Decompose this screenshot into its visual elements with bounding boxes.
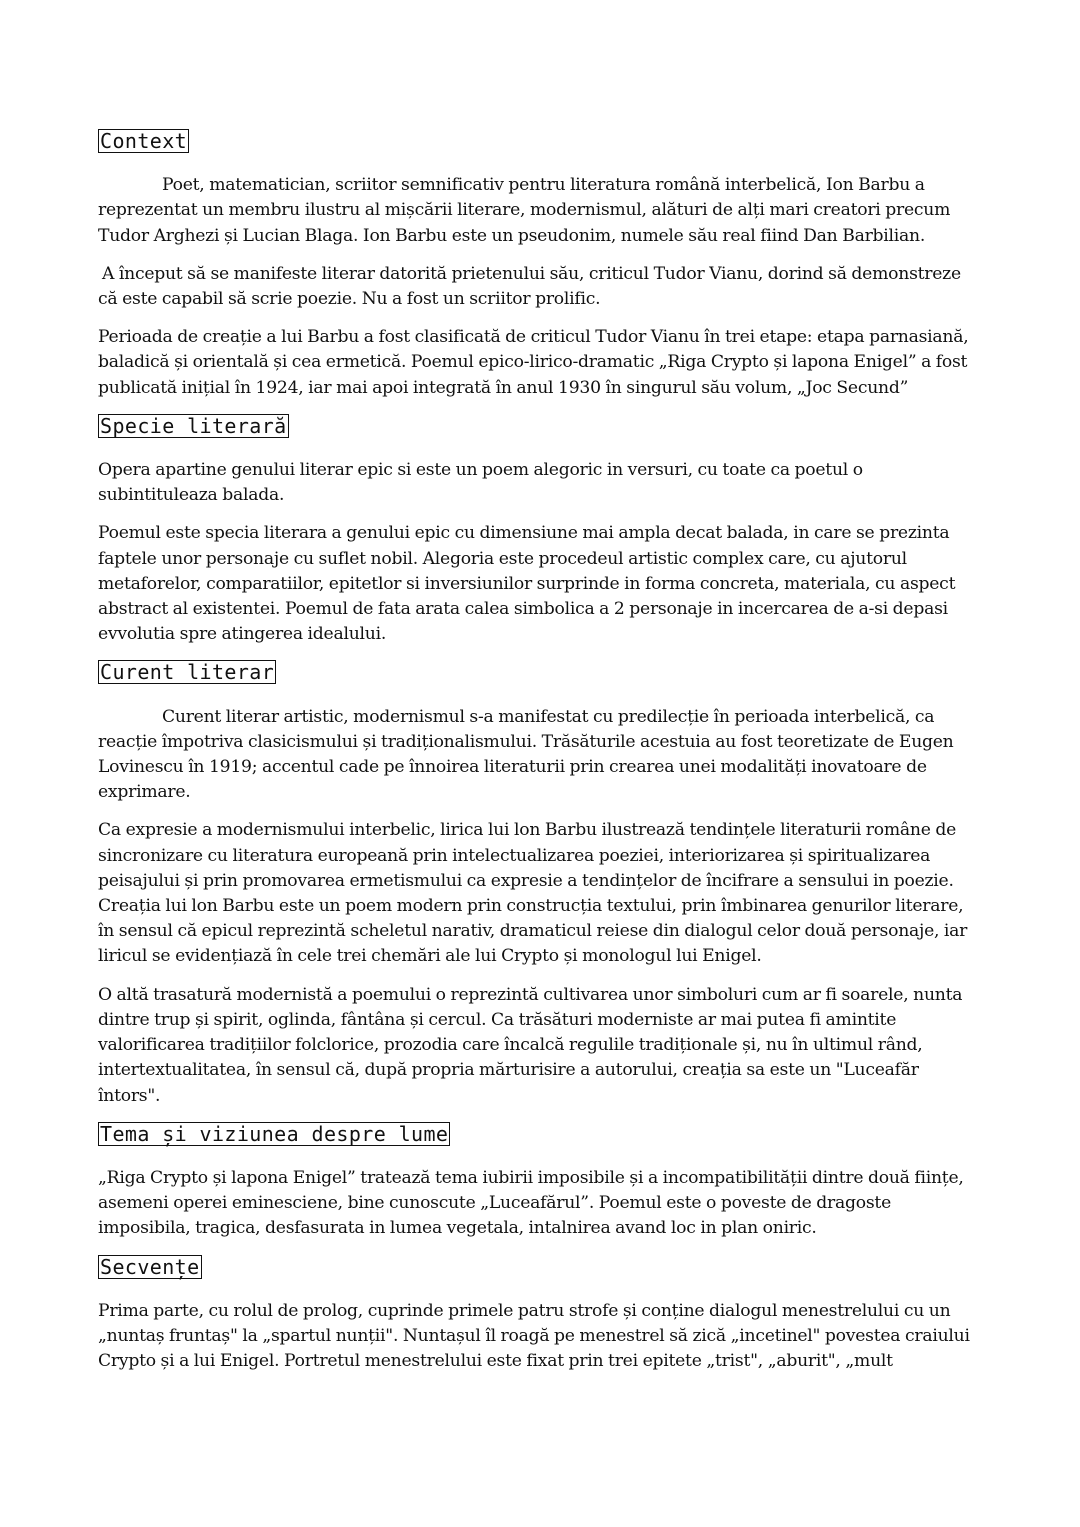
section-heading-curent: Curent literar: [100, 660, 275, 685]
text-line: „Riga Crypto și lapona Enigel” tratează tema iubirii imposibile și a incompatibilității dintre două ființe,: [98, 1167, 964, 1188]
context-paragraph-1-cont: [98, 198, 978, 248]
curent-paragraph-2: [98, 818, 978, 969]
text-line: Lovinescu în 1919; accentul cade pe înnoirea literaturii prin crearea unei modalități inovatoare de: [98, 757, 927, 778]
text-line: evvolutia spre atingerea idealului.: [98, 624, 387, 645]
text-line: Poemul este specia literara a genului epic cu dimensiune mai ampla decat balada, in care se prezinta: [98, 523, 950, 544]
text-line: metaforelor, comparatiilor, epitetlor si inversiunilor surprinde in forma concreta, materiala, cu aspect: [98, 573, 956, 594]
text-line: Ca expresie a modernismului interbelic, lirica lui lon Barbu ilustrează tendințele literaturii române de: [98, 820, 957, 841]
text-line: Poet, matematician, scriitor semnificativ pentru literatura română interbelică, Ion Barbu a: [162, 175, 925, 196]
document-page: [98, 129, 978, 1374]
section-heading-context: Context: [100, 129, 188, 153]
section-heading-tema: Tema și viziunea despre lume: [100, 1121, 449, 1146]
text-line: Opera apartine genului literar epic si este un poem alegoric in versuri, cu toate ca poetul o: [98, 460, 863, 481]
text-line: O altă trasatură modernistă a poemului o reprezintă cultivarea unor simboluri cum ar fi soarele, nunta: [98, 984, 963, 1005]
text-line: valorificarea tradițiilor folclorice, prozodia care încalcă regulile tradiționale și, nu în ultimul rând,: [98, 1035, 923, 1056]
text-line: Crypto și a lui Enigel. Portretul menestrelului este fixat prin trei epitete „trist", „aburit", „mult: [98, 1351, 893, 1372]
text-line: întors".: [98, 1085, 161, 1106]
text-line: abstract al existentei. Poemul de fata arata calea simbolica a 2 personaje in incercarea de a-si depasi: [98, 599, 948, 620]
context-paragraph-1: [98, 173, 978, 198]
section-heading-secvente: Secvențe: [100, 1254, 200, 1279]
text-line: că este capabil să scrie poezie. Nu a fost un scriitor prolific.: [98, 289, 601, 310]
text-line: asemeni operei eminesciene, bine cunoscute „Luceafărul”. Poemul este o poveste de dragoste: [98, 1193, 892, 1214]
text-line: „nuntaș fruntaș" la „spartul nunții". Nuntașul îl roagă pe menestrel să zică „incetinel" povestea craiului: [98, 1325, 970, 1346]
text-line: dintre trup și spirit, oglinda, fântâna și cercul. Ca trăsături moderniste ar mai putea fi amintite: [98, 1009, 897, 1030]
text-line: faptele unor personaje cu suflet nobil. Alegoria este procedeul artistic complex care, cu ajutorul: [98, 548, 907, 569]
text-line: imposibila, tragica, desfasurata in lumea vegetala, intalnirea avand loc in plan oniric.: [98, 1218, 817, 1239]
text-line: în sensul că epicul reprezintă scheletul narativ, dramaticul reiese din dialogul celor două personaje, iar: [98, 921, 968, 942]
curent-paragraph-1: [98, 705, 978, 730]
text-line: Creația lui lon Barbu este un poem modern prin construcția textului, prin îmbinarea genurilor literare,: [98, 896, 964, 917]
text-line: peisajului și prin promovarea ermetismului ca expresie a tendințelor de încifrare a sensului in poezie.: [98, 870, 954, 891]
curent-paragraph-1-cont: [98, 730, 978, 806]
text-line: intertextualitatea, în sensul că, după propria mărturisire a autorului, creația sa este un "Luceafăr: [98, 1060, 919, 1081]
context-paragraph-2: [98, 262, 978, 287]
text-line: reprezentat un membru ilustru al mișcării literare, modernismul, alături de alți mari creatori precum: [98, 200, 951, 221]
text-line: liricul se evidențiază în cele trei chemări ale lui Crypto și monologul lui Enigel.: [98, 946, 762, 967]
secvente-paragraph-1: [98, 1299, 978, 1375]
text-line: baladică și orientală și cea ermetică. Poemul epico-lirico-dramatic „Riga Crypto și lapona Enigel” a fost: [98, 352, 968, 373]
text-line: exprimare.: [98, 782, 191, 803]
specie-paragraph-1: [98, 458, 978, 508]
text-line: Curent literar artistic, modernismul s-a manifestat cu predilecție în perioada interbelică, ca: [162, 706, 935, 727]
text-line: A început să se manifeste literar datorită prietenului său, criticul Tudor Vianu, dorind să demonstreze: [102, 263, 961, 284]
text-line: Perioada de creație a lui Barbu a fost clasificată de criticul Tudor Vianu în trei etape: etapa parnasiană,: [98, 327, 969, 348]
text-line: sincronizare cu literatura europeană prin intelectualizarea poeziei, interiorizarea și spiritualizarea: [98, 845, 931, 866]
tema-paragraph-1: [98, 1166, 978, 1242]
text-line: Tudor Arghezi și Lucian Blaga. Ion Barbu este un pseudonim, numele său real fiind Dan Barbilian.: [98, 225, 926, 246]
text-line: reacție împotriva clasicismului și tradiționalismului. Trăsăturile acestuia au fost teoretizate de Eugen: [98, 731, 954, 752]
context-paragraph-2-cont: [98, 287, 978, 312]
text-line: subintituleaza balada.: [98, 485, 285, 506]
curent-paragraph-3: [98, 983, 978, 1109]
text-line: Prima parte, cu rolul de prolog, cuprinde primele patru strofe și conține dialogul menestrelului cu un: [98, 1300, 951, 1321]
text-line: publicată inițial în 1924, iar mai apoi integrată în anul 1930 în singurul său volum, „Joc Secund”: [98, 377, 909, 398]
specie-paragraph-2: [98, 521, 978, 647]
context-paragraph-3: [98, 325, 978, 401]
section-heading-specie: Specie literară: [100, 413, 287, 438]
